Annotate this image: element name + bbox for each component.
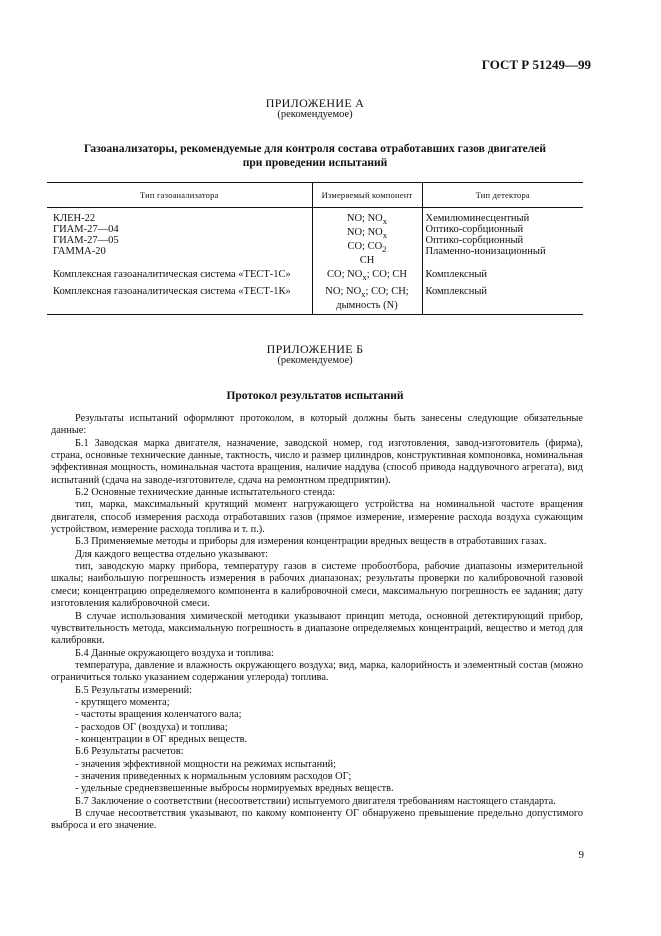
component-co-co2: CO; $CO_2$ xyxy=(347,241,387,255)
component-no-nox: NO; $NO_x$ xyxy=(346,213,388,227)
analyzer-name-gamma20: ГАММА-20 xyxy=(53,246,106,257)
detector-cell xyxy=(422,208,583,267)
paragraph-b1: Б.1 Заводская марка двигателя, назначение, заводской номер, год изготовления, завод-изготовитель (фирма), страна, основные технические данные, тактность, число и размер цилиндров, конструктивная компоновка, номинальная эффективная мощность, номинальная частота вращения, наличие наддува (способ привода наддувочного агрегата), вид испытаний (сдача на заводе-изготовителе, сдача на ремонтном предприятии). xyxy=(51,437,583,486)
paragraph-b4: Б.4 Данные окружающего воздуха и топлива: xyxy=(75,647,274,659)
detector-type: Оптико-сорбционный xyxy=(425,224,524,235)
analyzer-name-kl22: КЛЕН-22 xyxy=(53,213,96,224)
detector-type: Хемилюминесцентный xyxy=(425,213,530,224)
analyzer-name-giam04: ГИАМ-27—04 xyxy=(53,224,119,235)
column-header-detector-type: Тип детектора xyxy=(422,183,583,208)
list-item: - концентрации в ОГ вредных веществ. xyxy=(75,733,248,745)
detector-type: Пламенно-ионизационный xyxy=(425,246,546,257)
component-cell: CO; $NO_x$; CO; CH xyxy=(312,266,422,283)
table-row xyxy=(47,208,583,267)
paragraph: В случае использования химической методики указывают принцип метода, основной детектирующий прибор, чувствительность метода, максимальную погрешность в диапазоне определяемых концентраций, вещество и метод для калибровки. xyxy=(51,610,583,647)
paragraph: тип, марка, максимальный крутящий момент нагружающего устройства на номинальной частоте вращения двигателя, способ измерения расхода отработавших газов (прямое измерение, измерение расхода воздуха сужающим устройством, измерение расхода топлива и т. п.). xyxy=(51,499,583,536)
annex-a-title xyxy=(47,142,583,170)
paragraph: Результаты испытаний оформляют протоколом, в который должны быть занесены следующие обязательные данные: xyxy=(51,413,583,437)
paragraph: температура, давление и влажность окружающего воздуха; вид, марка, калорийность и элементный состав (можно ограничиться только указанием содержания углерода) топлива. xyxy=(51,659,583,684)
analyzer-name xyxy=(47,208,312,267)
component-no-nox: NO; $NO_x$ xyxy=(346,227,388,241)
paragraph-b6: Б.6 Результаты расчетов: xyxy=(75,746,184,758)
annex-a-status: (рекомендуемое) xyxy=(277,109,353,120)
analyzer-name-giam05: ГИАМ-27—05 xyxy=(53,235,119,246)
detector-type: Комплексный xyxy=(422,283,583,315)
list-item: - расходов ОГ (воздуха) и топлива; xyxy=(75,721,228,733)
table-row xyxy=(47,283,583,315)
paragraph-b7: Б.7 Заключение о соответствии (несоответствии) испытуемого двигателя требованиям настоящего стандарта. xyxy=(75,795,556,807)
annex-a-title-line-1: Газоанализаторы, рекомендуемые для контроля состава отработавших газов двигателей xyxy=(84,143,546,155)
detector-type: Комплексный xyxy=(422,266,583,283)
list-item: - удельные средневзвешенные выбросы нормируемых вредных веществ. xyxy=(75,783,394,795)
table-row xyxy=(47,266,583,283)
component-ch: CH xyxy=(359,255,375,267)
list-item: - крутящего момента; xyxy=(75,696,170,708)
column-header-component: Измеряемый компонент xyxy=(312,183,422,208)
component-cell: NO; $NO_x$; CO; CH; дымность (N) xyxy=(312,283,422,315)
annex-b-status: (рекомендуемое) xyxy=(277,355,353,366)
list-item: - значения эффективной мощности на режимах испытаний; xyxy=(75,758,337,770)
paragraph-b5: Б.5 Результаты измерений: xyxy=(75,684,193,696)
paragraph: тип, заводскую марку прибора, температуру газов в системе пробоотбора, рабочие диапазоны измерительной шкалы; наибольшую погрешность измерения в рабочих диапазонах; результаты проверки по калибровочной газовой смеси; концентрацию определяемого компонента в калибровочной смеси, максимальную погрешность ее задания; дату изготовления калибровочной смеси. xyxy=(51,561,583,610)
paragraph: Для каждого вещества отдельно указывают: xyxy=(75,548,269,560)
protocol-text xyxy=(51,413,583,833)
analyzer-name: Комплексная газоаналитическая система «ТЕСТ-1К» xyxy=(47,283,312,315)
annex-a-label: ПРИЛОЖЕНИЕ А xyxy=(265,96,365,110)
paragraph-b2: Б.2 Основные технические данные испытательного стенда: xyxy=(75,487,336,499)
detector-type: Оптико-сорбционный xyxy=(425,235,524,246)
component-smoke: дымность (N) xyxy=(336,300,398,312)
annex-b-title: Протокол результатов испытаний xyxy=(226,390,404,402)
page-number: 9 xyxy=(578,849,584,861)
component-cell xyxy=(312,208,422,267)
column-header-analyzer-type: Тип газоанализатора xyxy=(47,183,312,208)
analyzer-name: Комплексная газоаналитическая система «ТЕСТ-1С» xyxy=(53,269,291,281)
list-item: - частоты вращения коленчатого вала; xyxy=(75,709,242,721)
paragraph: В случае несоответствия указывают, по какому компоненту ОГ обнаружено превышение предельно допустимого выброса и его значение. xyxy=(51,808,583,832)
paragraph-b3: Б.3 Применяемые методы и приборы для измерения концентрации вредных веществ в отработавших газах. xyxy=(75,536,547,548)
gas-analyzer-table xyxy=(47,182,583,315)
annex-b-label: ПРИЛОЖЕНИЕ Б xyxy=(266,342,364,356)
list-item: - значения приведенных к нормальным условиям расходов ОГ; xyxy=(75,770,352,782)
document-id: ГОСТ Р 51249—99 xyxy=(481,57,591,72)
annex-a-title-line-2: при проведении испытаний xyxy=(242,157,388,169)
